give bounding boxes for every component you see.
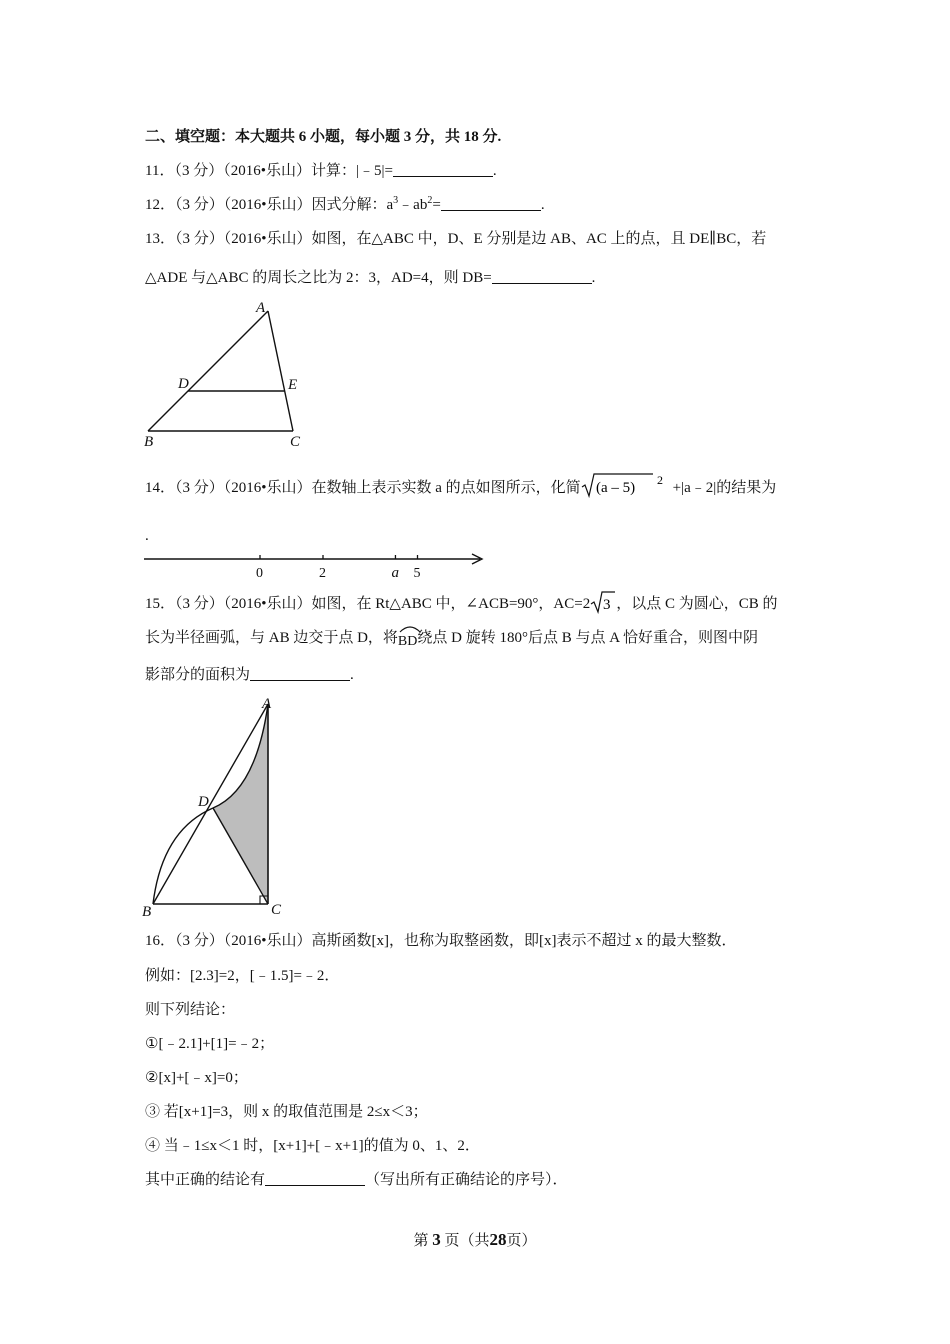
axis-tick-label-0: 0 [256,566,263,581]
q15-line2 [145,628,758,652]
q16-conclusion-2: ②[x]+[﹣x]=0； [145,1070,248,1086]
label-b: B [142,904,152,920]
q12-text: 12．（3 分）（2016•乐山）因式分解：a [145,197,394,213]
q12-answer-blank[interactable] [441,196,541,211]
q13-line2-text: △ADE 与△ABC 的周长之比为 2：3，AD=4，则 DB= [145,270,492,286]
q13-triangle-figure [140,296,320,452]
q11-end: . [492,163,497,179]
q11-text: 11．（3 分）（2016•乐山）计算：|﹣5|= [145,163,393,179]
q15-line1b: ，以点 C 为圆心，CB 的 [616,596,778,612]
q16-conclusion-1: ①[﹣2.1]+[1]=﹣2； [145,1036,275,1052]
footer-mid: 页（共 [444,1233,490,1249]
side-ab [148,311,268,431]
q14-radicand: (a – 5) [595,480,635,496]
label-e: E [288,377,298,393]
q15-arc-figure [138,692,298,922]
q15-line2b: 绕点 D 旋转 180°后点 B 与点 A 恰好重合，则图中阴 [417,630,758,646]
q15-line2a: 长为半径画弧，与 AB 边交于点 D，将 [145,630,398,646]
q16-conclusion-3: ③ 若[x+1]=3，则 x 的取值范围是 2≤x＜3； [145,1104,428,1120]
q16-line2: 例如：[2.3]=2，[﹣1.5]=﹣2． [145,968,340,984]
label-c: C [290,434,301,450]
label-a: A [256,300,266,316]
q16-line-end [145,1170,568,1190]
axis-tick-label-1: 2 [319,566,326,581]
q14-number-line [140,548,490,582]
q12-exponent-1: 3 [393,195,399,206]
q16-conclusion-4: ④ 当﹣1≤x＜1 时，[x+1]+[﹣x+1]的值为 0、1、2． [145,1138,480,1154]
q14-rest: +|a﹣2|的结果为 [672,480,777,496]
q12-mid: ﹣ab [398,197,428,213]
footer-total-pages: 28 [489,1230,507,1249]
label-c: C [271,902,282,918]
q14-sqrt-expression [581,472,673,498]
q15-line3 [145,665,354,685]
q14-text: 14．（3 分）（2016•乐山）在数轴上表示实数 a 的点如图所示，化简 [145,480,581,496]
axis-tick-label-2: a [391,565,399,581]
axis-tick-label-3: 5 [413,566,421,581]
side-ac [268,311,293,431]
q15-line1a: 15．（3 分）（2016•乐山）如图，在 Rt△ABC 中，∠ACB=90°，AC=2 [145,596,591,612]
section-title: 二、填空题：本大题共 6 小题，每小题 3 分，共 18 分. [145,129,502,145]
q16-line3: 则下列结论： [145,1002,236,1018]
label-d: D [198,794,209,810]
q15-arc-bd [398,631,417,652]
footer-post: 页） [506,1233,537,1249]
footer-pre: 第 [413,1233,429,1249]
q14-power: 2 [656,473,663,487]
q15-end: . [350,667,354,683]
q13-answer-blank[interactable] [492,269,592,284]
q15-line3-text: 影部分的面积为 [145,667,251,683]
label-d: D [178,376,189,392]
q14-line2: . [145,528,149,544]
q12-end: . [540,197,545,213]
q15-sqrt-radicand: 3 [603,597,611,613]
q12-eq: = [432,197,441,213]
q15-arc-label: BD [397,634,418,649]
question-12 [145,195,545,215]
q15-line1 [145,590,778,616]
footer-page-number: 3 [432,1230,441,1249]
q15-sqrt-3 [590,590,616,614]
q11-answer-blank[interactable] [393,162,493,177]
question-11 [145,161,497,181]
q14-line1 [145,472,776,501]
q16-line-end-text: 其中正确的结论有 [145,1172,266,1188]
q16-line-end-text2: （写出所有正确结论的序号）． [365,1172,568,1188]
q12-exponent-2: 2 [427,195,433,206]
q13-end: . [591,270,596,286]
q15-answer-blank[interactable] [250,666,350,681]
q16-line1: 16．（3 分）（2016•乐山）高斯函数[x]，也称为取整函数，即[x]表示不超过 x 的最大整数． [145,933,737,949]
q13-line2 [145,268,595,288]
q13-line1: 13．（3 分）（2016•乐山）如图，在△ABC 中，D、E 分别是边 AB、AC 上的点，且 DE∥BC，若 [145,231,767,247]
page-footer [0,1229,950,1250]
label-b: B [144,434,154,450]
label-a: A [262,696,272,712]
q16-answer-blank[interactable] [265,1171,365,1186]
